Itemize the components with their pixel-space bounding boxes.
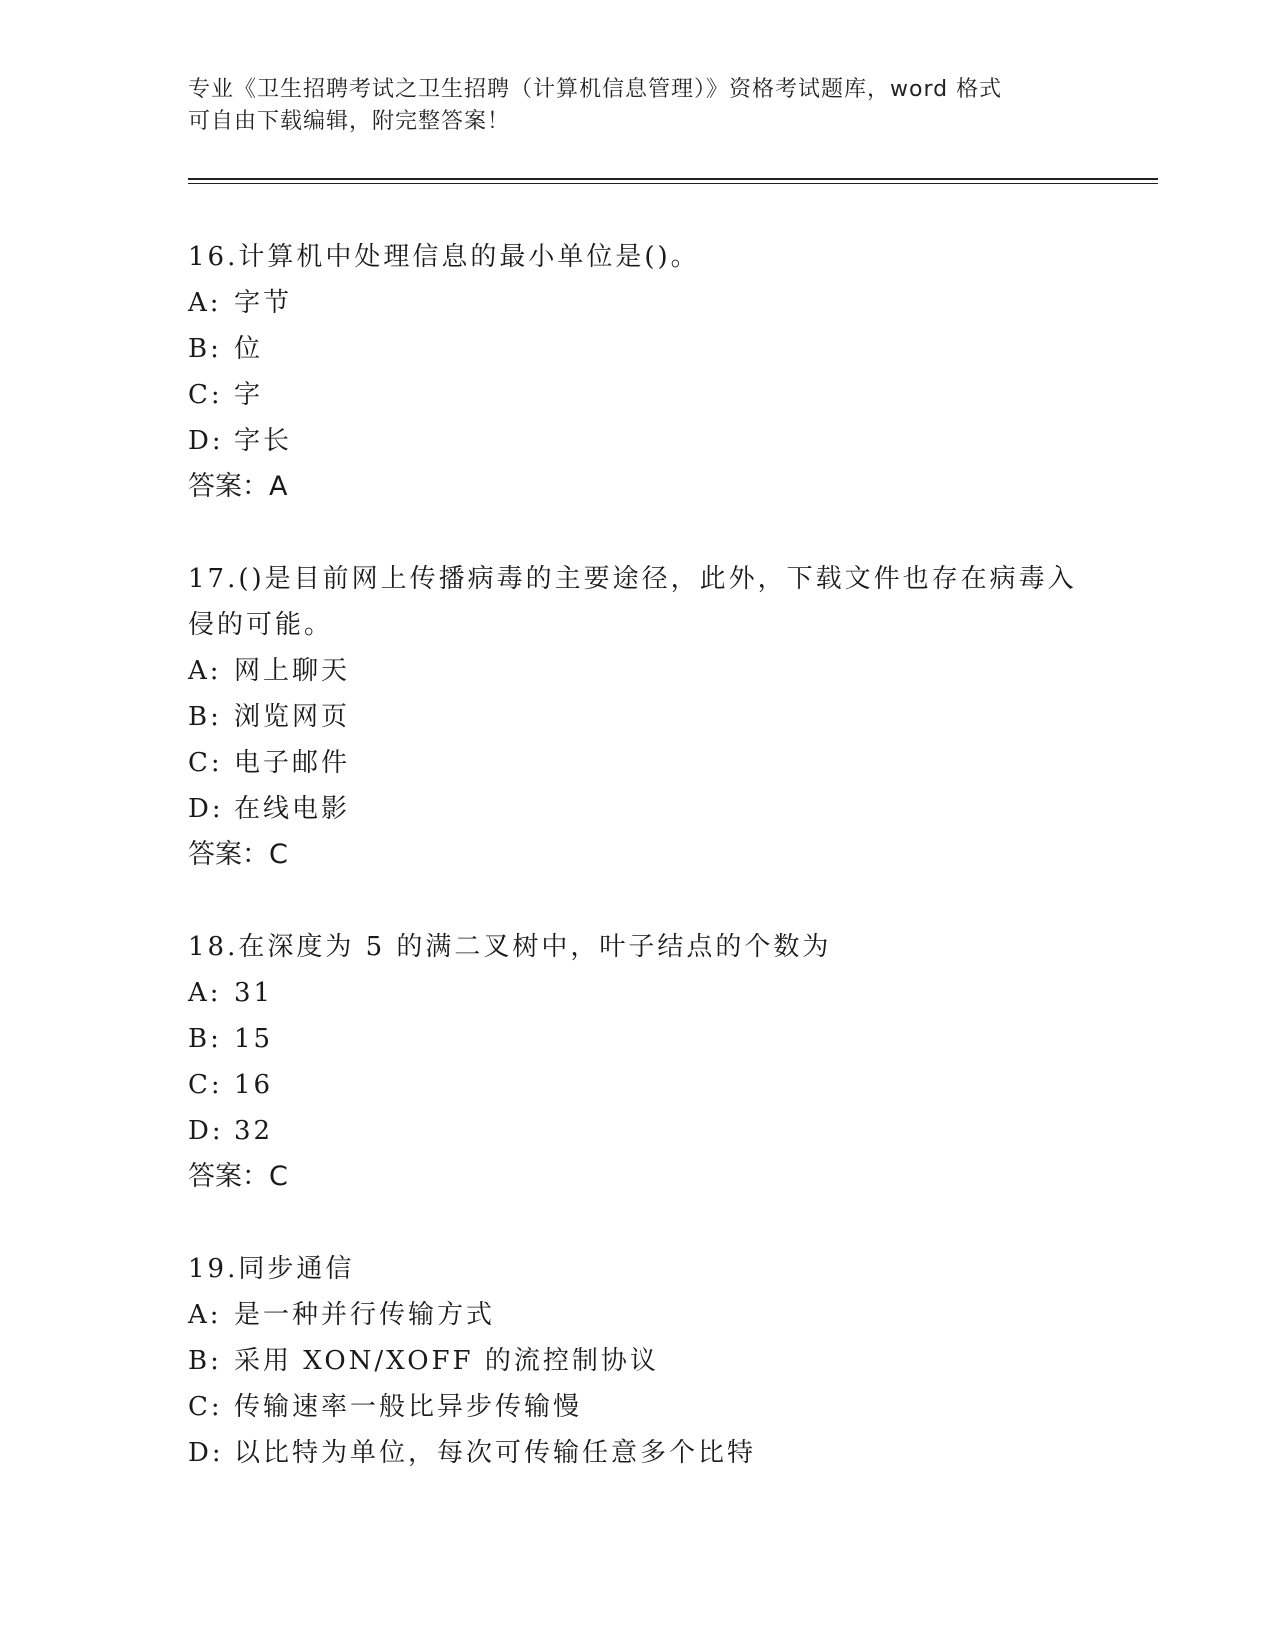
question-stem-line-1: 17.()是目前网上传播病毒的主要途径，此外，下载文件也存在病毒入 (188, 564, 1077, 594)
option-letter: B: (188, 334, 222, 364)
option-letter: D: (188, 426, 224, 456)
option-d (188, 1430, 1148, 1476)
header-divider (188, 178, 1158, 184)
option-text: 采用 XON/XOFF 的流控制协议 (234, 1346, 659, 1376)
option-text: 在线电影 (234, 794, 351, 824)
option-letter: B: (188, 1024, 222, 1054)
option-a (188, 1292, 1148, 1338)
option-text: 网上聊天 (234, 656, 351, 686)
question-list (188, 234, 1148, 1522)
option-text: 位 (234, 334, 264, 364)
option-letter: D: (188, 794, 224, 824)
option-c (188, 1062, 1148, 1108)
option-text: 32 (234, 1116, 274, 1146)
option-letter: C: (188, 748, 223, 778)
option-text: 传输速率一般比异步传输慢 (234, 1392, 583, 1422)
question-18 (188, 924, 1148, 1200)
question-stem: 16.计算机中处理信息的最小单位是()。 (188, 242, 700, 272)
option-c (188, 1384, 1148, 1430)
option-b (188, 1338, 1148, 1384)
option-letter: A: (188, 978, 222, 1008)
option-text: 字 (234, 380, 264, 410)
option-a (188, 280, 1148, 326)
question-stem-line-2: 侵的可能。 (188, 610, 334, 640)
answer-label: 答案：A (188, 471, 288, 502)
question-stem: 18.在深度为 5 的满二叉树中，叶子结点的个数为 (188, 932, 832, 962)
question-19 (188, 1246, 1148, 1476)
document-header (188, 74, 1088, 138)
option-text: 是一种并行传输方式 (234, 1300, 496, 1330)
answer-label: 答案：C (188, 839, 288, 870)
option-letter: B: (188, 702, 222, 732)
option-b (188, 694, 1148, 740)
option-b (188, 1016, 1148, 1062)
answer-label: 答案：C (188, 1161, 288, 1192)
option-letter: C: (188, 1392, 223, 1422)
option-text: 31 (234, 978, 274, 1008)
header-line-1: 专业《卫生招聘考试之卫生招聘（计算机信息管理）》资格考试题库，word 格式 (188, 77, 1003, 102)
option-letter: D: (188, 1116, 224, 1146)
option-d (188, 418, 1148, 464)
option-text: 电子邮件 (234, 748, 351, 778)
option-text: 字长 (234, 426, 293, 456)
option-letter: D: (188, 1438, 224, 1468)
question-17 (188, 556, 1148, 878)
option-letter: B: (188, 1346, 222, 1376)
option-d (188, 1108, 1148, 1154)
option-c (188, 740, 1148, 786)
option-letter: A: (188, 288, 222, 318)
option-c (188, 372, 1148, 418)
question-stem: 19.同步通信 (188, 1254, 355, 1284)
option-letter: C: (188, 1070, 223, 1100)
option-text: 浏览网页 (234, 702, 351, 732)
option-text: 字节 (234, 288, 293, 318)
header-line-2: 可自由下载编辑，附完整答案！ (188, 109, 511, 134)
option-a (188, 970, 1148, 1016)
option-a (188, 648, 1148, 694)
option-text: 以比特为单位，每次可传输任意多个比特 (234, 1438, 757, 1468)
option-text: 16 (234, 1070, 274, 1100)
option-b (188, 326, 1148, 372)
option-letter: C: (188, 380, 223, 410)
option-letter: A: (188, 656, 222, 686)
option-text: 15 (234, 1024, 274, 1054)
option-letter: A: (188, 1300, 222, 1330)
question-16 (188, 234, 1148, 510)
option-d (188, 786, 1148, 832)
